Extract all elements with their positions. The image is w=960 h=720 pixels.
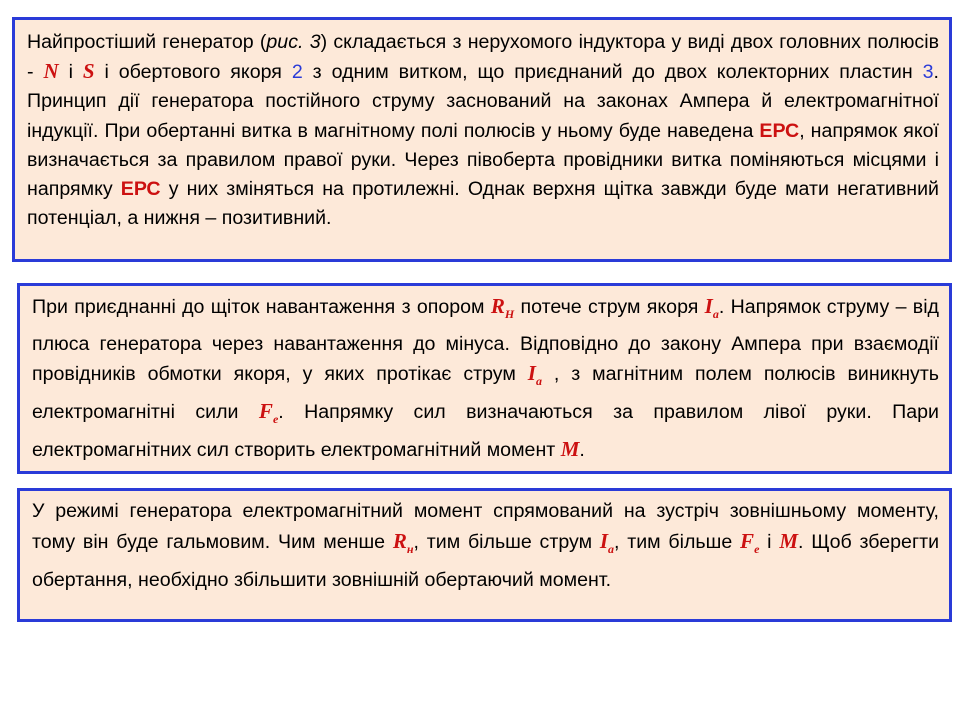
text-run: і <box>58 61 83 84</box>
text-run: Найпростіший генератор ( <box>27 31 267 53</box>
symbol-I-a <box>599 529 615 557</box>
symbol-letter: I <box>599 529 609 554</box>
text-run: і <box>759 531 780 554</box>
symbol-subscript: н <box>406 542 414 557</box>
text-box-load-current <box>17 283 952 474</box>
text-run: , тим більше струм <box>413 531 600 554</box>
symbol-M: M <box>779 529 798 554</box>
text-box-generator-principle <box>12 17 952 262</box>
text-run: . <box>579 438 585 461</box>
symbol-letter: I <box>704 294 713 318</box>
text-run: . Щоб зберегти обертання, необхідно збільшити зовнішній обертаючий момент. <box>32 531 940 591</box>
symbol-subscript: a <box>535 374 542 389</box>
ref-2: 2 <box>291 61 303 84</box>
paragraph-2 <box>32 292 939 466</box>
symbol-S: S <box>82 59 95 84</box>
symbol-subscript: a <box>712 307 719 322</box>
text-run: ) складається з нерухомого індуктора у виді двох головних полюсів - <box>27 31 939 84</box>
text-run: . Принцип дії генератора постійного струму заснований на законах Ампера й електромагнітної індукції. При обертанні витка в магнітному полі полюсів у ньому буде наведена <box>27 61 939 142</box>
figure-ref: рис. 3 <box>266 31 321 53</box>
text-box-braking-torque <box>17 488 952 622</box>
eps-term: ЕРС <box>759 119 800 142</box>
text-run: , з магнітним полем полюсів виникнуть електромагнітні сили <box>32 363 940 424</box>
symbol-letter: F <box>740 529 755 554</box>
symbol-letter: R <box>490 294 505 318</box>
text-run: . Напрямок струму – від плюса генератора через навантаження до мінуса. Відповідно до закону Ампера при взаємодії провідників обмотки якоря, у яких протікає струм <box>32 296 939 386</box>
symbol-N: N <box>43 59 59 84</box>
symbol-subscript: e <box>754 542 760 557</box>
symbol-F-e <box>740 529 760 557</box>
eps-term: ЕРС <box>120 178 161 201</box>
symbol-M: M <box>560 436 580 461</box>
symbol-subscript: a <box>608 542 615 557</box>
text-run: , напрямок якої визначається за правилом правої руки. Через півоберта провідники витка поміняються місцями і напрямку <box>27 119 939 201</box>
symbol-subscript: Н <box>504 307 515 322</box>
symbol-R-load <box>490 294 515 322</box>
paragraph-3 <box>32 496 939 595</box>
text-run: і обертового якоря <box>94 61 292 84</box>
symbol-subscript: e <box>272 412 279 427</box>
symbol-F-e <box>258 399 279 427</box>
text-run: у них зміняться на протилежні. Однак верхня щітка завжди буде мати негативний потенціал, а нижня – позитивний. <box>27 178 939 230</box>
symbol-I-a <box>527 361 542 389</box>
symbol-R-load <box>392 529 414 557</box>
symbol-letter: F <box>258 399 273 424</box>
text-run: потече струм якоря <box>514 296 705 318</box>
ref-3: 3 <box>922 61 934 84</box>
paragraph-1 <box>27 28 939 233</box>
text-run: У режимі генератора електромагнітний момент спрямований на зустріч зовнішньому моменту, тому він буде гальмовим. Чим менше <box>32 500 939 554</box>
text-run: При приєднанні до щіток навантаження з опором <box>32 296 491 318</box>
symbol-letter: I <box>527 361 536 386</box>
text-run: з одним витком, що приєднаний до двох колекторних пластин <box>302 61 923 84</box>
symbol-letter: R <box>392 529 407 554</box>
text-run: , тим більше <box>614 531 741 554</box>
text-run: . Напрямку сил визначаються за правилом лівої руки. Пари електромагнітних сил створить електромагнітний момент <box>32 401 939 461</box>
symbol-I-a <box>704 294 719 322</box>
